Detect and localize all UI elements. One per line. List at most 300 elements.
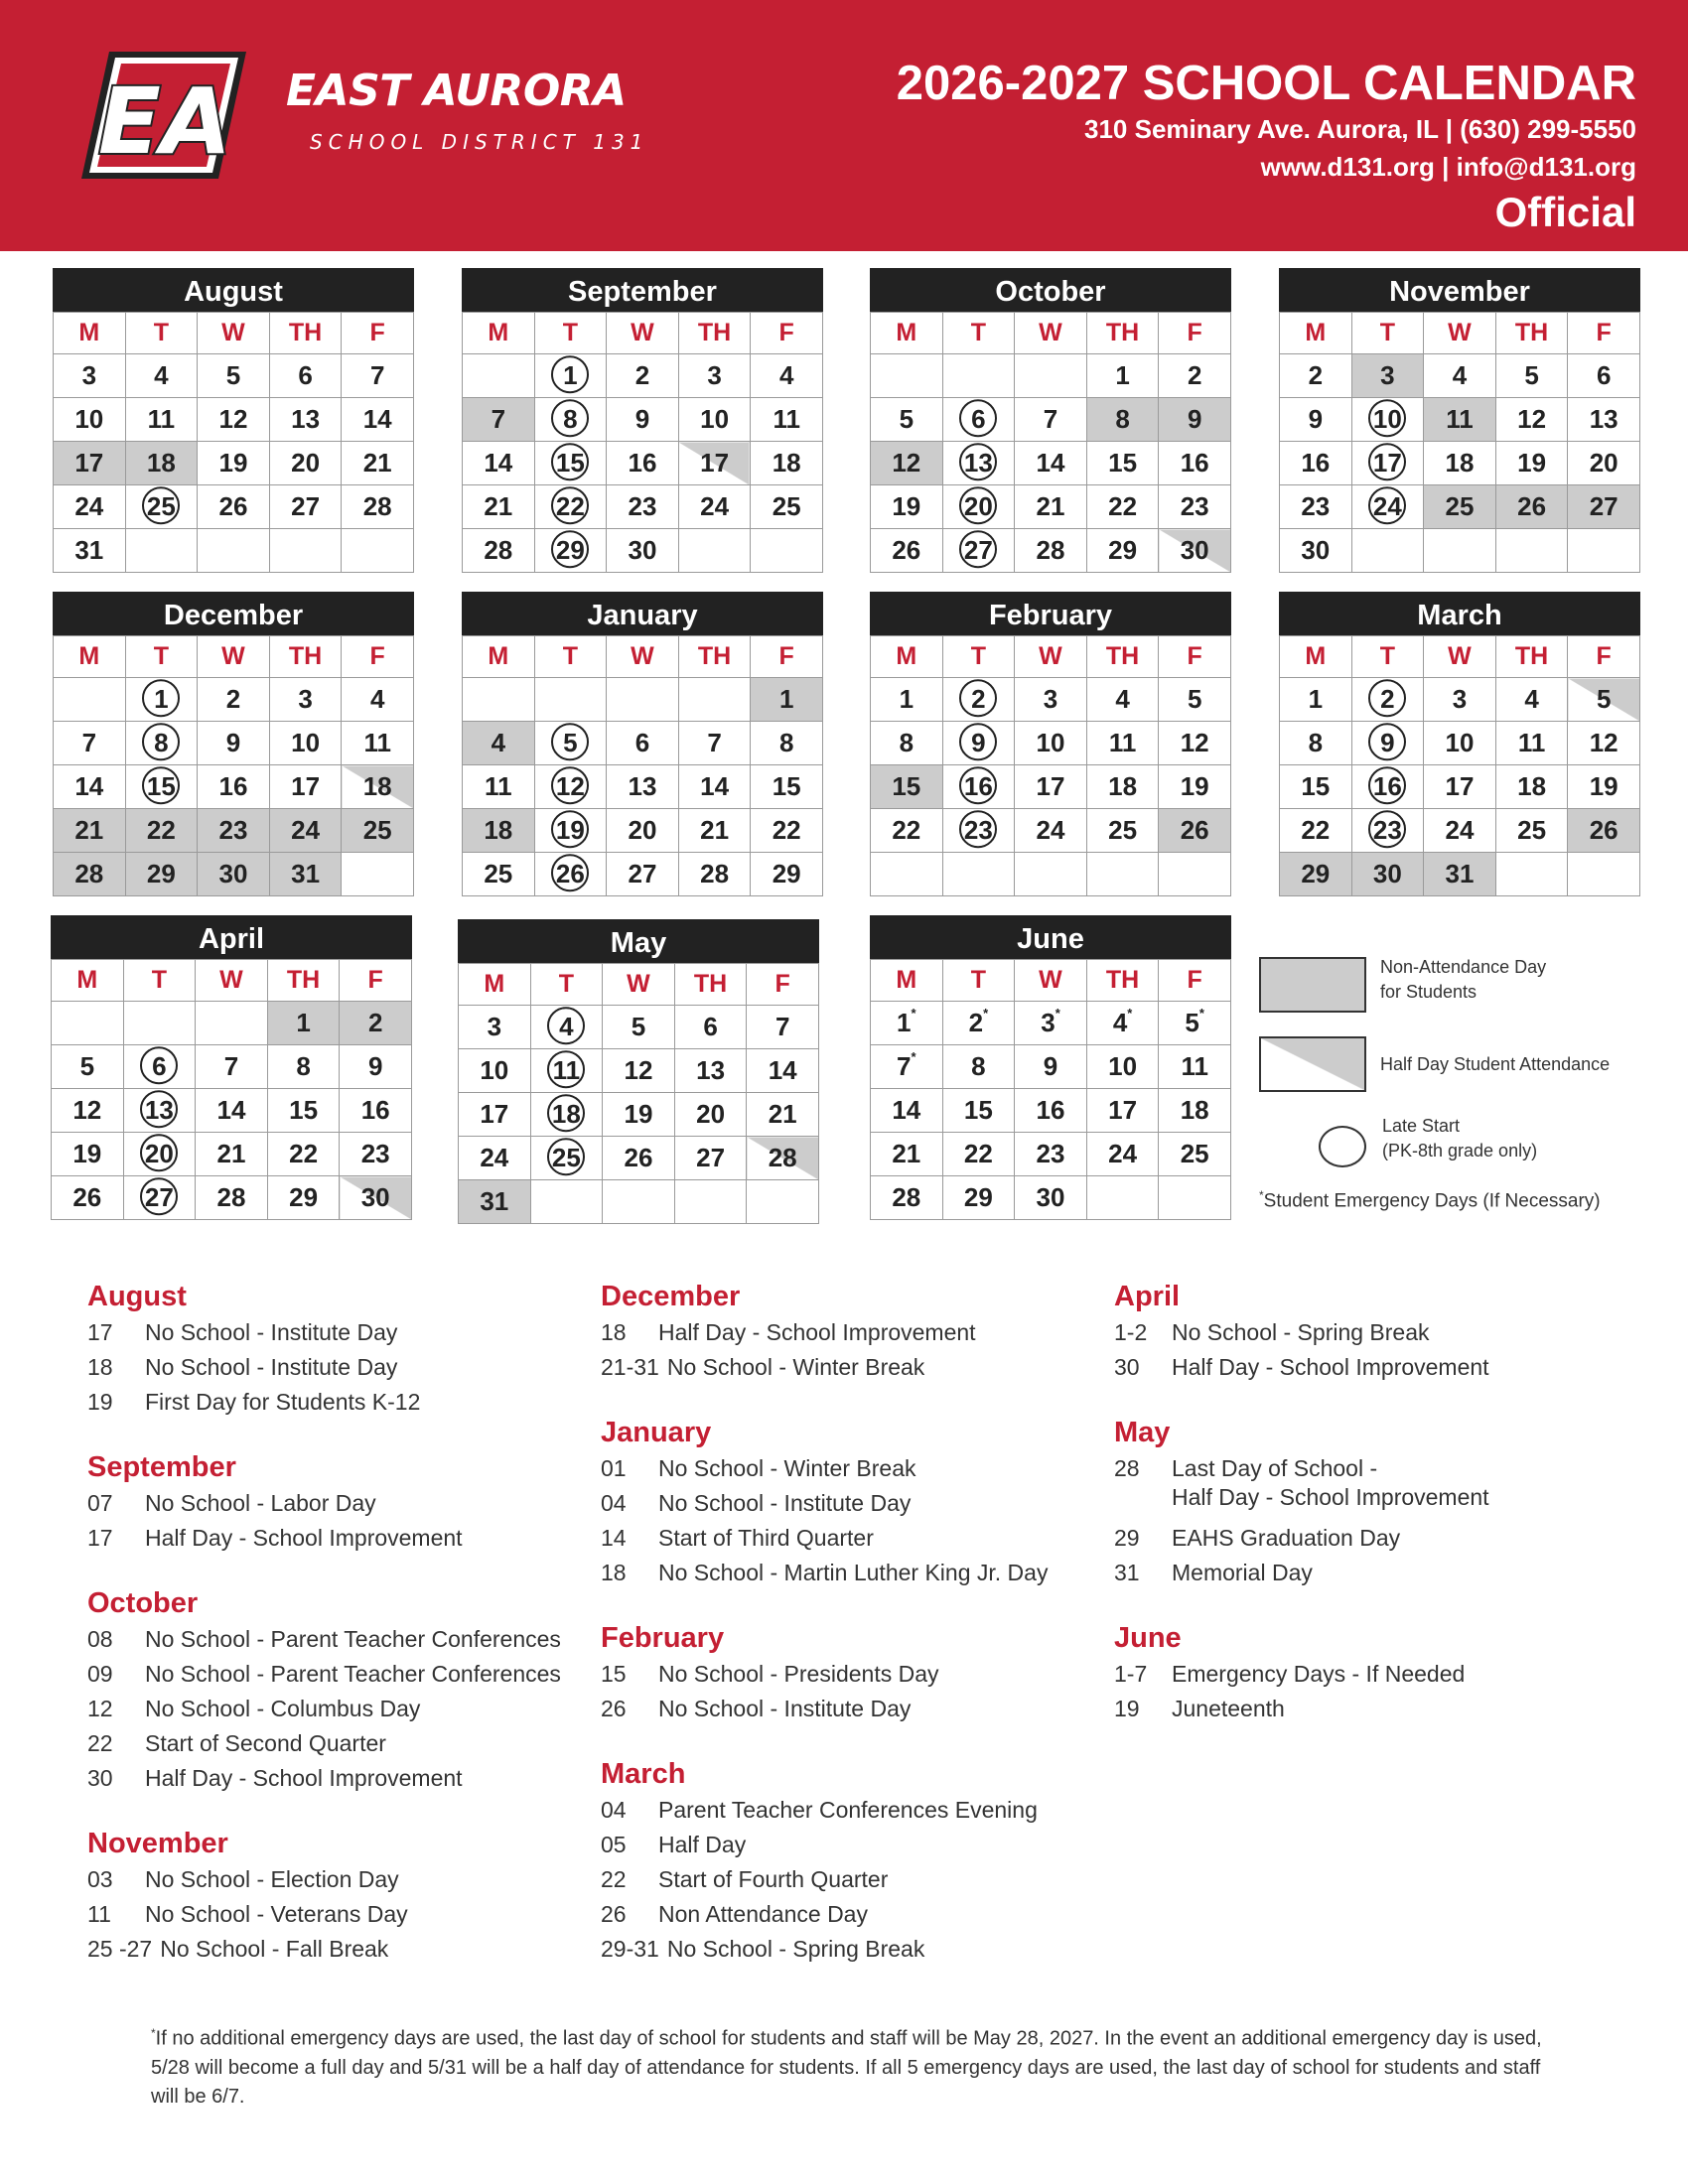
day-cell [751,853,823,896]
week-row [54,722,414,765]
emergency-day-mark: * [911,1006,916,1022]
day-cell [463,398,535,442]
late-start-day-number: 25 [146,491,176,521]
day-number: 24 [1108,1139,1138,1168]
event-date: 11 [87,1901,111,1927]
week-row [463,678,823,722]
day-cell [1086,354,1159,398]
day-cell [125,485,198,529]
late-start-day-number: 6 [971,404,986,434]
day-number: 26 [1589,815,1618,845]
week-row [871,765,1231,809]
day-number: 13 [1589,404,1618,434]
month-title: December [53,592,414,635]
day-cell [125,853,198,896]
empty-day-cell [534,678,607,722]
day-cell [198,398,270,442]
day-number: 23 [360,1139,390,1168]
footnote: *If no additional emergency days are used, the last day of school for students and staff will be May 28, 2027. In the event an additional emergency day is used, 5/28 will become a full day and 5/31 will be a half day of attendance for students. If all 5 emergency days are used, the last day of school for students and staff will be 6/7. [151,2026,1542,2108]
day-number: 12 [218,404,248,434]
day-cell [459,1006,531,1049]
legend [1259,955,1656,1223]
day-cell [1424,398,1496,442]
week-row [54,678,414,722]
week-row [54,442,414,485]
day-number: 29 [146,859,176,888]
day-number: 14 [892,1095,921,1125]
day-cell [1159,442,1231,485]
day-cell [1086,1133,1159,1176]
weekday-header: W [1015,636,1087,678]
month-grid [1279,635,1640,896]
day-cell [534,354,607,398]
event-description: No School - Parent Teacher Conferences [145,1626,561,1652]
weekday-header: TH [1495,313,1568,354]
event-description: No School - Institute Day [145,1354,398,1380]
empty-day-cell [530,1180,603,1224]
day-cell [607,853,679,896]
day-number: 10 [291,728,321,757]
day-cell [674,1137,747,1180]
day-cell [269,678,342,722]
event-description [1172,1454,1509,1521]
day-number: 2 [1308,360,1324,390]
day-number: 11 [773,404,800,434]
week-row [54,853,414,896]
day-number: 1 [897,1008,912,1037]
month-grid [462,312,823,573]
day-cell [459,1093,531,1137]
day-number: 18 [1517,771,1547,801]
day-number: 28 [74,859,104,888]
day-number: 16 [360,1095,390,1125]
empty-day-cell [678,678,751,722]
week-row [463,398,823,442]
day-number: 24 [1445,815,1475,845]
empty-day-cell [1159,1176,1231,1220]
day-number: 21 [1036,491,1065,521]
day-cell [942,1176,1015,1220]
day-number: 8 [1115,404,1130,434]
month-grid [53,635,414,896]
weekday-header: T [1351,313,1424,354]
late-start-day-number: 24 [1372,491,1402,521]
day-number: 31 [74,535,104,565]
week-row [52,1089,412,1133]
day-cell [125,442,198,485]
day-cell [1015,398,1087,442]
week-row [871,1176,1231,1220]
day-cell [459,1137,531,1180]
event-date: 1-2 [1114,1319,1148,1345]
empty-day-cell [54,678,126,722]
day-number: 31 [1445,859,1475,888]
weekday-header-row [52,960,412,1002]
day-cell [1351,398,1424,442]
emergency-day-mark: * [1127,1006,1133,1022]
day-number: 7 [897,1051,912,1081]
day-number: 24 [480,1143,509,1172]
day-cell [269,398,342,442]
week-row [871,442,1231,485]
empty-day-cell [942,354,1015,398]
event-month-heading: March [601,1758,686,1790]
day-number: 14 [700,771,730,801]
day-number: 1 [1308,684,1324,714]
day-cell [340,1176,412,1220]
day-number: 5 [1187,684,1202,714]
day-number: 23 [1036,1139,1065,1168]
event-date: 05 [601,1832,627,1857]
month-title: May [458,919,819,963]
weekday-header: M [463,636,535,678]
empty-day-cell [674,1180,747,1224]
day-cell [1495,485,1568,529]
day-number: 2 [968,1008,984,1037]
day-number: 9 [367,1051,383,1081]
week-row [459,1006,819,1049]
weekday-header: W [607,313,679,354]
late-start-day-number: 9 [971,728,986,757]
day-number: 17 [700,448,730,478]
weekday-header: M [54,636,126,678]
week-row [1280,398,1640,442]
event-gap [601,1726,1048,1758]
day-cell [54,485,126,529]
day-cell [340,1045,412,1089]
event-date: 22 [87,1730,113,1756]
day-number: 6 [1596,360,1612,390]
day-number: 6 [634,728,650,757]
weekday-header: M [54,313,126,354]
event-item [601,1521,1048,1556]
late-start-day-number: 25 [551,1143,581,1172]
day-number: 15 [892,771,921,801]
day-number: 23 [218,815,248,845]
day-cell [871,442,943,485]
day-cell [942,765,1015,809]
weekday-header-row [1280,636,1640,678]
event-gap [601,1385,1048,1417]
day-cell [123,1045,196,1089]
event-item [1114,1692,1509,1726]
day-cell [603,1093,675,1137]
month-grid [870,635,1231,896]
day-cell [942,1133,1015,1176]
event-month-heading: January [601,1417,712,1448]
day-number: 19 [624,1099,653,1129]
empty-day-cell [463,678,535,722]
day-cell [530,1049,603,1093]
day-number: 5 [631,1012,646,1041]
empty-day-cell [123,1002,196,1045]
empty-day-cell [871,354,943,398]
weekday-header: F [340,960,412,1002]
weekday-header: TH [1086,313,1159,354]
weekday-header: T [942,313,1015,354]
day-cell [1015,765,1087,809]
day-cell [1159,354,1231,398]
empty-day-cell [871,853,943,896]
empty-day-cell [198,529,270,573]
day-cell [534,398,607,442]
day-cell [942,722,1015,765]
day-cell [871,1176,943,1220]
day-cell [674,1049,747,1093]
day-cell [1159,485,1231,529]
day-cell [342,485,414,529]
week-row [1280,442,1640,485]
day-cell [342,442,414,485]
weekday-header: W [603,964,675,1006]
day-number: 4 [1524,684,1539,714]
day-cell [342,722,414,765]
legend-emergency-days: *Student Emergency Days (If Necessary) [1259,1188,1601,1212]
week-row [54,765,414,809]
day-number: 22 [1301,815,1331,845]
event-item [1114,1350,1509,1385]
day-cell [603,1006,675,1049]
day-number: 17 [1445,771,1475,801]
day-number: 19 [72,1139,102,1168]
day-cell [1351,485,1424,529]
day-cell [1280,853,1352,896]
day-number: 26 [1180,815,1209,845]
week-row [871,529,1231,573]
late-start-day-number: 13 [144,1095,174,1125]
event-month-heading: November [87,1828,228,1859]
emergency-day-mark: * [1198,1006,1204,1022]
day-cell [603,1137,675,1180]
day-number: 7 [369,360,385,390]
weekday-header: T [1351,636,1424,678]
day-number: 28 [1036,535,1065,565]
day-cell [1280,529,1352,573]
day-cell [1086,809,1159,853]
weekday-header-row [871,960,1231,1002]
day-cell [1086,398,1159,442]
day-number: 29 [289,1182,319,1212]
day-number: 20 [628,815,657,845]
day-cell [1568,398,1640,442]
day-cell [267,1133,340,1176]
late-start-day-number: 5 [563,728,578,757]
week-row [1280,678,1640,722]
day-cell [342,678,414,722]
week-row [463,529,823,573]
day-number: 5 [899,404,914,434]
day-number: 24 [700,491,730,521]
day-number: 7 [774,1012,790,1041]
weekday-header: TH [269,313,342,354]
empty-day-cell [603,1180,675,1224]
day-number: 19 [218,448,248,478]
late-start-day-number: 8 [154,728,169,757]
day-number: 7 [81,728,97,757]
weekday-header: F [1568,636,1640,678]
event-item [87,1862,561,1897]
day-number: 29 [772,859,801,888]
day-cell [54,398,126,442]
event-date: 22 [601,1866,627,1892]
day-cell [463,809,535,853]
day-number: 26 [892,535,921,565]
late-start-day-number: 27 [144,1182,174,1212]
week-row [1280,722,1640,765]
day-cell [871,678,943,722]
day-number: 4 [778,360,794,390]
day-cell [269,485,342,529]
day-cell [463,442,535,485]
week-row [463,722,823,765]
day-cell [340,1002,412,1045]
day-cell [751,809,823,853]
late-start-day-number: 18 [551,1099,581,1129]
event-item [601,1315,1048,1350]
day-cell [1424,722,1496,765]
day-cell [54,529,126,573]
day-cell [1159,809,1231,853]
day-cell [1015,1045,1087,1089]
day-number: 21 [484,491,513,521]
day-number: 22 [1108,491,1138,521]
empty-day-cell [1568,853,1640,896]
week-row [871,1002,1231,1045]
month-february [870,592,1231,896]
day-cell [534,442,607,485]
day-number: 10 [74,404,104,434]
day-number: 28 [768,1143,797,1172]
day-cell [54,442,126,485]
day-number: 31 [291,859,321,888]
weekday-header-row [871,313,1231,354]
day-number: 5 [225,360,241,390]
day-cell [198,722,270,765]
day-cell [125,809,198,853]
day-number: 19 [1589,771,1618,801]
day-cell [342,398,414,442]
day-cell [1015,442,1087,485]
late-start-day-number: 16 [963,771,993,801]
day-number: 25 [1445,491,1475,521]
day-cell [196,1176,268,1220]
late-start-day-number: 12 [555,771,585,801]
day-cell [871,529,943,573]
event-item [87,1486,561,1521]
day-cell [1159,529,1231,573]
week-row [52,1133,412,1176]
day-number: 12 [624,1055,653,1085]
month-title: January [462,592,823,635]
day-cell [1159,722,1231,765]
week-row [459,1180,819,1224]
day-number: 28 [892,1182,921,1212]
event-gap [87,1556,561,1587]
week-row [52,1002,412,1045]
day-cell [1424,765,1496,809]
day-cell [1280,765,1352,809]
day-cell [1280,485,1352,529]
late-start-day-number: 1 [154,684,169,714]
day-cell [674,1006,747,1049]
event-item [1114,1556,1509,1590]
day-cell [942,1045,1015,1089]
weekday-header: TH [1086,636,1159,678]
month-title: March [1279,592,1640,635]
event-date: 30 [87,1765,113,1791]
week-row [463,354,823,398]
day-cell [269,853,342,896]
weekday-header: T [534,636,607,678]
day-cell [871,398,943,442]
emergency-day-mark: * [1055,1006,1060,1022]
month-april [51,915,412,1220]
day-number: 21 [700,815,730,845]
event-description: Half Day - School Improvement [1172,1354,1489,1380]
day-cell [751,678,823,722]
day-number: 27 [291,491,321,521]
day-cell [198,765,270,809]
day-cell [463,765,535,809]
day-cell [942,809,1015,853]
weekday-header: W [198,313,270,354]
day-number: 3 [298,684,313,714]
event-column [601,1281,1048,1967]
day-number: 18 [362,771,392,801]
event-description: No School - Presidents Day [658,1661,939,1687]
day-cell [871,1002,943,1045]
day-number: 10 [700,404,730,434]
week-row [1280,809,1640,853]
event-description: No School - Institute Day [658,1490,912,1516]
month-may [458,919,819,1224]
day-cell [751,442,823,485]
event-date: 18 [87,1354,113,1380]
day-cell [751,354,823,398]
week-row [1280,853,1640,896]
day-cell [1086,442,1159,485]
day-number: 10 [1445,728,1475,757]
event-month-heading: May [1114,1417,1171,1448]
day-number: 5 [1524,360,1539,390]
day-number: 24 [74,491,104,521]
day-number: 22 [772,815,801,845]
day-number: 15 [963,1095,993,1125]
weekday-header: F [342,313,414,354]
day-cell [1351,678,1424,722]
day-cell [607,485,679,529]
day-number: 14 [362,404,392,434]
day-number: 4 [369,684,385,714]
event-item [87,1622,561,1657]
day-number: 23 [1180,491,1209,521]
day-number: 22 [892,815,921,845]
day-number: 9 [1308,404,1324,434]
event-month-heading: June [1114,1622,1182,1654]
event-item [601,1486,1048,1521]
day-cell [342,354,414,398]
day-cell [678,853,751,896]
event-description: Non Attendance Day [658,1901,868,1927]
day-number: 19 [1517,448,1547,478]
day-number: 11 [147,404,176,434]
month-title: November [1279,268,1640,312]
day-number: 3 [487,1012,502,1041]
day-number: 2 [225,684,241,714]
week-row [52,1176,412,1220]
day-cell [607,765,679,809]
empty-day-cell [1424,529,1496,573]
